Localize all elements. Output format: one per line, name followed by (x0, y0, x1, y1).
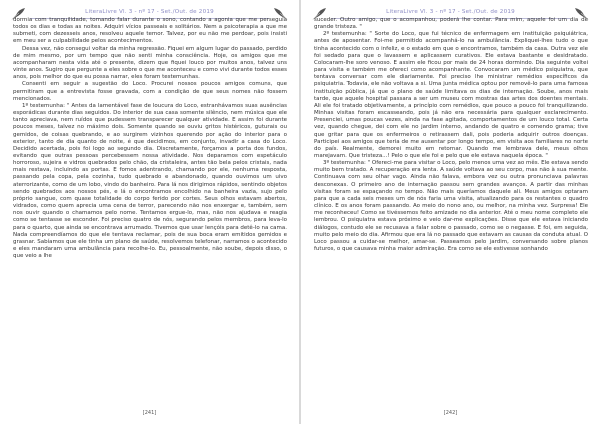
paragraph: 3º testemunha: " Ofereci-me para visitar o Loco, pelo menos uma vez ao mês. Ele estava sendo muito bem tratado. A recuperação era lenta. A saúde voltava ao seu corpo, mas não à sua mente. Continuava com seu olhar vago. Ainda não falava, embora vez ou outra pronunciava palavras desconexas. O primeiro ano de internação passou sem grandes avanços. A partir das minhas visitas foram se espaçando no tempo. Não mais queríamos daquele ali. Meus amigos optaram para que a cada seis meses um de nós faria uma visita, atualizando para os restantes o quadro clínico. E os anos foram passando. Ao meio do nono ano, ou melhor, na minha vez. Surpresa! Ele me reconheceu! Como se tivéssemos feito amizade no dia anterior. Até o meu nome completo ele lembrou. O psiquiatra estava próximo e veio dar-me explicações. Disse que ele estava iniciando diálogos, contudo ele se recusava a falar sobre o passado, como se o negasse. E foi, em seguida, muito pelo meio do dia. Afirmou que era lá no passado que estavam as causas da conduta atual. O Loco passou a cuidar-se melhor, amar-se. Passeamos pelo jardim, conversando sobre planos futuros, o que causava minha maior admiração. Era como se ele estivesse sonhando (314, 160, 588, 252)
paragraph: Consenti em seguir a sugestão do Loco. Procurei nossos poucos amigos comuns, que permitiram que a entrevista fosse gravada, com a condição de que seus nomes não fossem mencionados. (13, 81, 287, 102)
header-title: LiteraLivre Vl. 3 - nº 17 - Set./Out. de 2019 (85, 9, 214, 15)
page-number: [241] (142, 410, 157, 416)
paragraph: 1º testemunha: " Antes da lamentável fase de loucura do Loco, estranhávamos suas ausências esporádicas durante dias seguidos. Do interior de sua casa somente silêncio, nem música que ele tanto apreciava, nem ruídos que pudessem transparecer qualquer atividade. E assim foi durante poucos meses, talvez no máximo dois. Somente quando se ouviu gritos histéricos, guturais ou gemidos, de coisas quebrando, e ao surgirem vizinhos querendo por ação do interior para o exterior, tanto de dia quanto de noite, é que decidimos, em conjunto, invadir a casa do Loco. Decidido acertada, pois foi logo ao segundo dia. Discretamente, forçamos a porta dos fundos, evitando que outras pessoas percebessem nossa atividade. Nos deparamos com espetáculo horroroso, sujeira e vidros quebrados pelo chão, da cristaleira, antes tão bela pelos cristais, nada mais restava, incluindo as portas. E fomos adentrando, chamando por ele, nenhuma resposta, passando pela copa, pela cozinha, tudo quebrado e abandonado, quando ouvimos um uivo aterrorizante, como de um lobo, vindo do banheiro. Para lá nos dirigimos rápidos, sentindo objetos sendo quebrados aos nossos pés, e lá o encontramos encolhido na banheira vazia, sujo pelo próprio sangue, com quase totalidade do corpo ferido por cortes. Seus olhos estavam abertos, vidrados, como quem aprecia uma cena de terror, parecendo não nos enxergar e, também, sem nos ouvir quando o chamamos pelo nome. Tentamos ergue-lo, mas, não nos ajudava e reagia como se tentasse se esconder. Foi preciso quatro de nós, segurando pelos membros, para leva-lo para o quarto, que ainda se encontrava arrumado. Tivemos que usar lençóis para detê-lo na cama. Nada compreendíamos do que ele tentava reclamar, pois de sua boca eram emitidos gemidos e grasnar. Sabíamos que ele tinha um plano de saúde, resolvemos telefonar, narramos o acontecido e eles mandaram uma ambulância para recolhe-lo. Eu, pessoalmente, não soube, depois disso, o que veio a lhe (13, 102, 287, 260)
paragraph: suceder. Outro amigo, que o acompanhou, poderá lhe contar. Para mim, aquele foi um dia de grande tristeza. " (314, 17, 588, 31)
page-body (13, 17, 287, 389)
paragraph: Dessa vez, não consegui voltar da minha regressão. Fiquei em algum lugar do passado, perdido de mim mesmo, por um tempo que não senti minha consciência. Hoje, os amigos que me acompanharam nesta vida até o presente, dizem que fiquei louco por muitos anos, talvez uns vinte anos. Sugiro que pergunte a eles sobre o que me aconteceu e como vivi durante todos esses anos, pois melhor do que eu possa narrar, eles foram testemunhas. (13, 45, 287, 81)
left-page (0, 0, 299, 424)
paragraph: 2º testemunha: " Sorte do Loco, que fui técnico de enfermagem em instituição psiquiátrica, antes de aposentar. Foi-me permitido acompanhá-lo na ambulância. Expliquei-lhes tudo o que tinha acontecido com o infeliz, e o estado em que o encontramos, também da casa. Outra vez ele foi sedado para que o lavassem e aplicassem curativos. Ele estava bastante e desidratado. Colocaram-lhe soro venoso. E assim ele ficou por mais de 24 horas dormindo. Dia seguinte voltei para visita e também me ofereci como acompanhante. Convocaram um médico psiquiatra, que tentava conversar com ele diariamente. Foi preciso lhe ministrar remédios específicos da psiquiatria. Todavia, ele não voltava a si. Uma junta médica optou por removê-lo para uma famosa instituição pública, já que o plano de saúde limitava os dias de internação. Soube, anos mais tarde, que aquele hospital passara a ser um museu com mostras das artes dos doentes mentais. Ali ele foi tratado objetivamente, a princípio com remédios, que pouco a pouco foi tranquilizando. Minhas visitas foram escasseando, pois já não era necessária para qualquer esclarecimento. Presenciei, umas poucas vezes, ainda na fase agitada, comportamentos de um louco total. Certa vez, quando chegue, dei com ele no jardim interno, andando de quatro e comendo grama; tive que gritar para que os enfermeiros o retirassem dali, pois poderia adquirir outros doenças. Participei aos amigos que teria de me ausentar por longo tempo, em visita aos familiares no norte do país. Realmente, demorei muito em retornar. Quando me lembrava dele, meus olhos marejavam. Que tristeza...! Pelo o que ele foi e pelo que ele estava naquela época. " (314, 31, 588, 159)
page-body (314, 17, 588, 389)
header-title: LiteraLivre Vl. 3 - nº 17 - Set./Out. de 2019 (386, 9, 515, 15)
right-page (301, 0, 600, 424)
page-number: [242] (443, 410, 458, 416)
paragraph: dormia com tranquilidade, tomando falar durante o sono, contando a agonia que me perseguia todos os dias e todas as noites. Adquiri vícios passeais e solitários. Nem a psicoterapia a que me submeti, com dezesseis anos, resolveu aquele temor. Talvez, por eu não me perdoar, pois insisti em meu ser a culpabilidade pelos acontecimentos. (13, 17, 287, 45)
